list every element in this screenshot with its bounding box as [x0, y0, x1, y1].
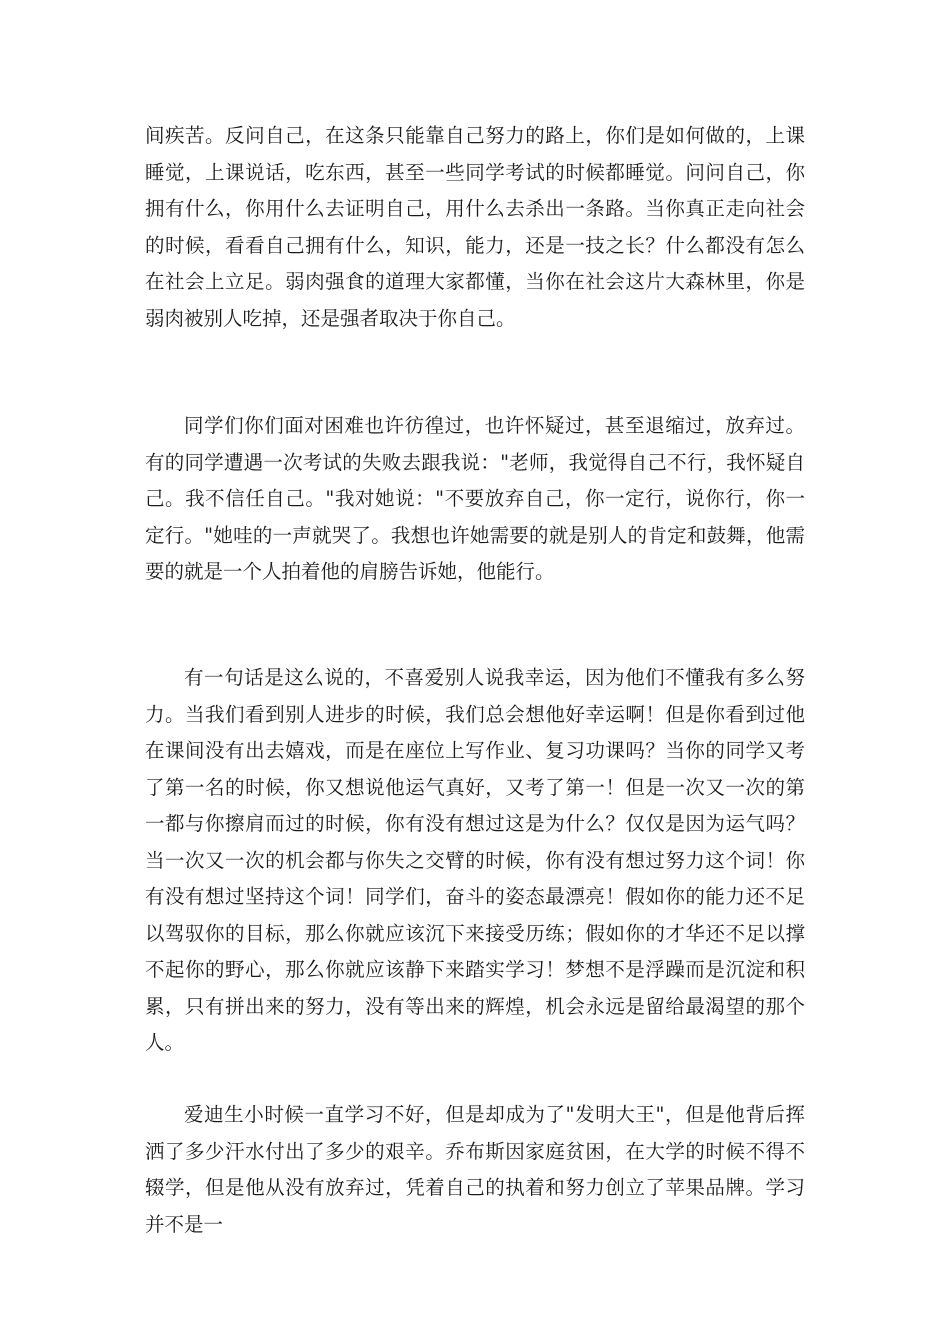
paragraph-1: 间疾苦。反问自己，在这条只能靠自己努力的路上，你们是如何做的，上课睡觉，上课说话，吃东西，甚至一些同学考试的时候都睡觉。问问自己，你拥有什么，你用什么去证明自己，用什么去杀出一条路。当你真正走向社会的时候，看看自己拥有什么，知识，能力，还是一技之长？什么都没有怎么在社会上立足。弱肉强食的道理大家都懂，当你在社会这片大森林里，你是弱肉被别人吃掉，还是强者取决于你自己。: [145, 124, 805, 330]
paragraph-3: 有一句话是这么说的，不喜爱别人说我幸运，因为他们不懂我有多么努力。当我们看到别人进步的时候，我们总会想他好幸运啊！但是你看到过他在课间没有出去嬉戏，而是在座位上写作业、复习功课吗？当你的同学又考了第一名的时候，你又想说他运气真好，又考了第一！但是一次又一次的第一都与你擦肩而过的时候，你有没有想过这是为什么？仅仅是因为运气吗？当一次又一次的机会都与你失之交臂的时候，你有没有想过努力这个词！你有没有想过坚持这个词！同学们，奋斗的姿态最漂亮！假如你的能力还不足以驾驭你的目标，那么你就应该沉下来接受历练；假如你的才华还不足以撑不起你的野心，那么你就应该静下来踏实学习！梦想不是浮躁而是沉淀和积累，只有拼出来的努力，没有等出来的辉煌，机会永远是留给最渴望的那个人。: [145, 666, 805, 1054]
paragraph-4: 爱迪生小时候一直学习不好，但是却成为了"发明大王"，但是他背后挥洒了多少汗水付出了多少的艰辛。乔布斯因家庭贫困，在大学的时候不得不辍学，但是他从没有放弃过，凭着自己的执着和努力创立了苹果品牌。学习并不是一: [145, 1103, 805, 1236]
paragraph-2: 同学们你们面对困难也许彷徨过，也许怀疑过，甚至退缩过，放弃过。有的同学遭遇一次考试的失败去跟我说："老师，我觉得自己不行，我怀疑自己。我不信任自己。"我对她说："不要放弃自己，你一定行，说你行，你一定行。"她哇的一声就哭了。我想也许她需要的就是别人的肯定和鼓舞，他需要的就是一个人拍着他的肩膀告诉她，他能行。: [145, 414, 805, 583]
